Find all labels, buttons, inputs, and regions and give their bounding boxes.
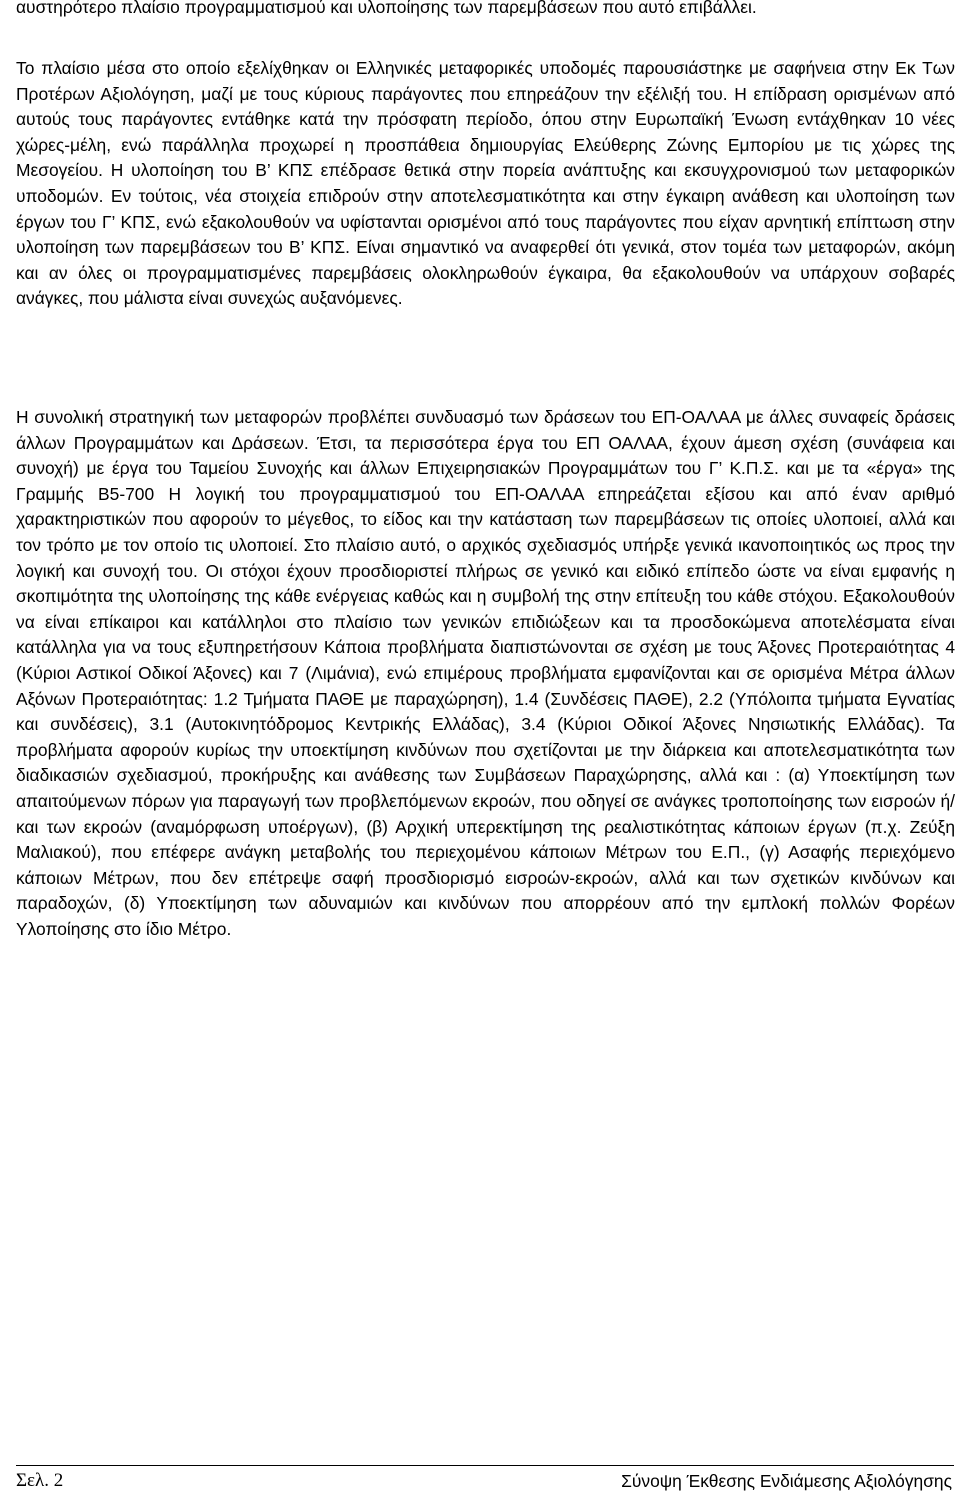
footer-document-title: Σύνοψη Έκθεσης Ενδιάμεσης Αξιολόγησης xyxy=(621,1471,952,1491)
paragraph-text: Η συνολική στρατηγική των μεταφορών προβλέπει συνδυασμό των δράσεων του ΕΠ-ΟΑΛΑΑ με άλλες συναφείς δράσεις άλλων Προγραμμάτων και Δράσεων. Έτσι, τα περισσότερα έργα του ΕΠ ΟΑΛΑΑ, έχουν άμεση σχέση (συνάφεια και συνοχή) με έργα του Ταμείου Συνοχής και άλλων Επιχειρησιακών Προγραμμάτων του Γ’ Κ.Π.Σ. και με τα «έργα» της Γραμμής Β5-700 Η λογική του προγραμματισμού του ΕΠ-ΟΑΛΑΑ επηρεάζεται εξίσου και από έναν αριθμό χαρακτηριστικών που αφορούν το μέγεθος, το είδος και την κατάσταση των παρεμβάσεων τις οποίες υλοποιεί, αλλά και τον τρόπο με τον οποίο τις υλοποιεί. Στο πλαίσιο αυτό, ο αρχικός σχεδιασμός υπήρξε γενικά ικανοποιητικός ως προς την λογική και συνοχή του. Οι στόχοι έχουν προσδιοριστεί πλήρως σε γενικό και ειδικό επίπεδο ώστε να είναι εμφανής η σκοπιμότητα της υλοποίησης της κάθε ενέργειας καθώς και η συμβολή της στην επίτευξη του κάθε στόχου. Εξακολουθούν να είναι επίκαιροι και κατάλληλοι στο πλαίσιο των γενικών επιδιώξεων και τα προσδοκώμενα αποτελέσματα είναι κατάλληλα για να τους εξυπηρετήσουν Κάποια προβλήματα διαπιστώνονται σε σχέση με τους Άξονες Προτεραιότητας 4 (Κύριοι Αστικοί Οδικοί Άξονες) και 7 (Λιμάνια), ενώ επιμέρους προβλήματα εμφανίζονται και σε ορισμένα Μέτρα άλλων Αξόνων Προτεραιότητας: 1.2 Τμήματα ΠΑΘΕ με παραχώρηση), 1.4 (Συνδέσεις ΠΑΘΕ), 2.2 (Υπόλοιπα τμήματα Εγνατίας και συνδέσεις), 3.1 (Αυτοκινητόδρομος Κεντρικής Ελλάδας), 3.4 (Κύριοι Οδικοί Άξονες Νησιωτικής Ελλάδας). Τα προβλήματα αφορούν κυρίως την υποεκτίμηση κινδύνων που σχετίζονται με την διάρκεια και αποτελεσματικότητα των διαδικασιών σχεδιασμού, προκήρυξης και ανάθεσης των Συμβάσεων Παραχώρησης, αλλά και : (α) Υποεκτίμηση των απαιτούμενων πόρων για παραγωγή των προβλεπόμενων εκροών, που οδηγεί σε ανάγκες τροποποίησης των εισροών ή/και των εκροών (αναμόρφωση υποέργων), (β) Αρχική υπερεκτίμηση της ρεαλιστικότητας κάποιων έργων (π.χ. Ζεύξη Μαλιακού), που επέφερε ανάγκη μεταβολής του περιεχομένου κάποιων Μέτρων του Ε.Π., (γ) Ασαφής περιεχόμενο κάποιων Μέτρων, που δεν επέτρεψε σαφή προσδιορισμό εισροών-εκροών, αλλά και των σχετικών κινδύνων και παραδοχών, (δ) Υποεκτίμηση των αδυναμιών και κινδύνων που απορρέουν από την εμπλοκή πολλών Φορέων Υλοποίησης στο ίδιο Μέτρο. xyxy=(16,407,955,939)
paragraph-text: αυστηρότερο πλαίσιο προγραμματισμού και υλοποίησης των παρεμβάσεων που αυτό επιβάλλει. xyxy=(16,0,757,17)
paragraph-context xyxy=(16,56,955,312)
footer-page-number: Σελ. 2 xyxy=(16,1470,64,1491)
footer-divider xyxy=(16,1465,954,1466)
paragraph-continuation xyxy=(16,0,955,21)
paragraph-strategy xyxy=(16,405,955,942)
paragraph-text: Το πλαίσιο μέσα στο οποίο εξελίχθηκαν οι Ελληνικές μεταφορικές υποδομές παρουσιάστηκε με σαφήνεια στην Εκ Των Προτέρων Αξιολόγηση, μαζί με τους κύριους παράγοντες που επηρεάζουν την εξέλιξή του. Η επίδραση ορισμένων από αυτούς τους παράγοντες εντάθηκε κατά την πρόσφατη περίοδο, όπου στην Ευρωπαϊκή Ένωση εντάχθηκαν 10 νέες χώρες-μέλη, ενώ παράλληλα προχωρεί η προσπάθεια δημιουργίας Ελεύθερης Ζώνης Εμπορίου με τις χώρες της Μεσογείου. Η υλοποίηση του Β’ ΚΠΣ επέδρασε θετικά στην πορεία ανάπτυξης και εκσυγχρονισμού των μεταφορικών υποδομών. Εν τούτοις, νέα στοιχεία επιδρούν στην αποτελεσματικότητα και στην έγκαιρη ανάθεση και υλοποίηση των έργων του Γ’ ΚΠΣ, ενώ εξακολουθούν να υφίστανται ορισμένοι από τους παράγοντες που είχαν αρνητική επίπτωση στην υλοποίηση των παρεμβάσεων του Β’ ΚΠΣ. Είναι σημαντικό να αναφερθεί ότι γενικά, στον τομέα των μεταφορών, ακόμη και αν όλες οι προγραμματισμένες παρεμβάσεις ολοκληρωθούν έγκαιρα, θα εξακολουθούν να υπάρχουν σοβαρές ανάγκες, που μάλιστα είναι συνεχώς αυξανόμενες. xyxy=(16,58,955,309)
